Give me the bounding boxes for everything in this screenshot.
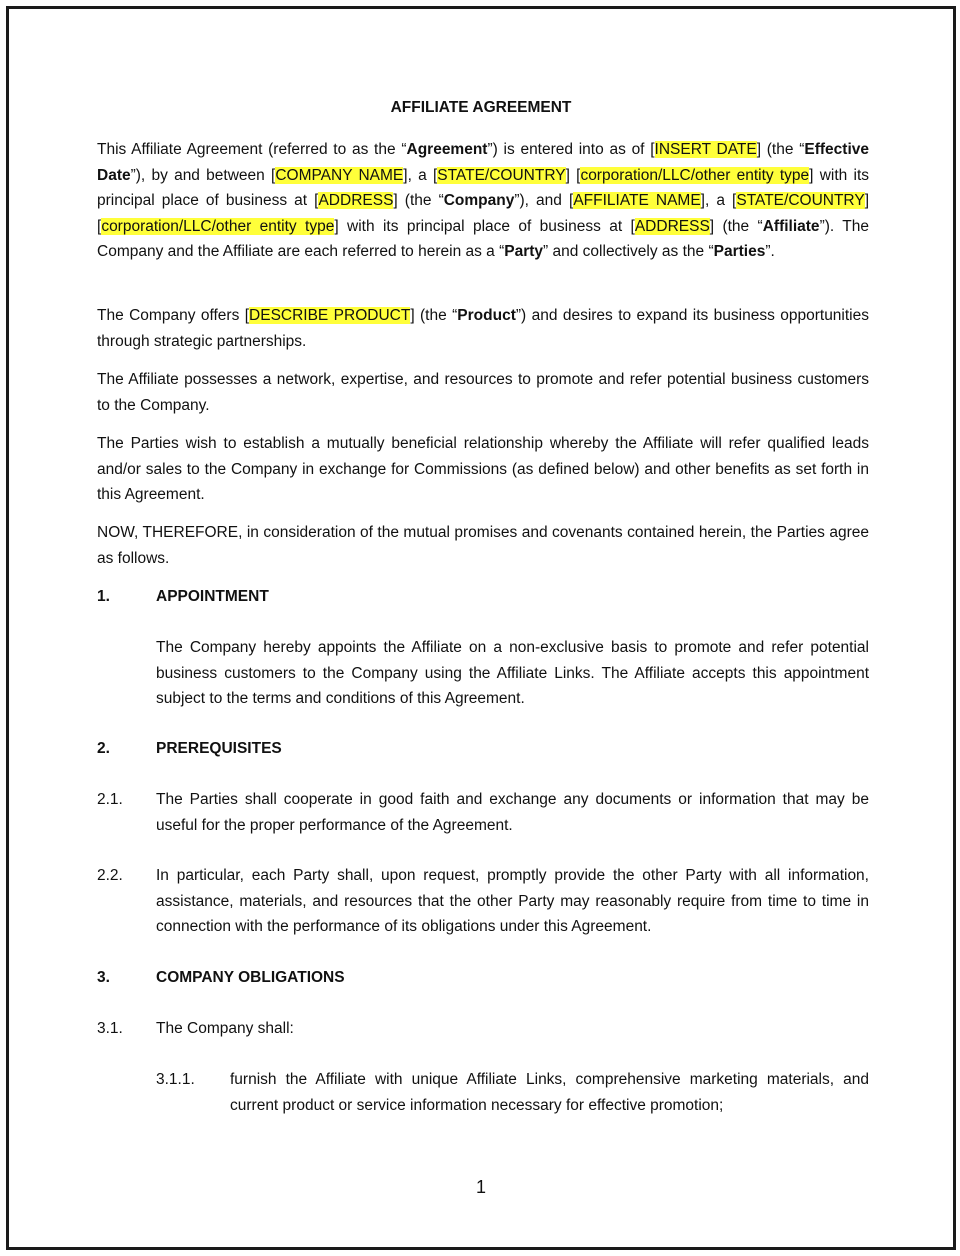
clause-text: The Parties shall cooperate in good faith and exchange any documents or information that may be useful for the proper performance of the Agreement. — [156, 791, 869, 834]
section-heading: PREREQUISITES — [156, 740, 282, 757]
placeholder-field: STATE/COUNTRY — [736, 192, 865, 209]
defined-term: Agreement — [406, 141, 488, 158]
intro-paragraph — [97, 137, 869, 265]
subclause-number: 3.1.1. — [156, 1071, 195, 1088]
placeholder-field: STATE/COUNTRY — [437, 166, 566, 184]
recital-affiliate: The Affiliate possesses a network, expertise, and resources to promote and refer potential business customers to the Company. — [97, 371, 869, 414]
intro-text: ] (the “ — [393, 192, 444, 209]
intro-text: ] (the “ — [709, 217, 763, 235]
intro-text: ] with its principal place of business at [ — [97, 166, 870, 209]
intro-text: ] with its principal place of business at [ — [334, 217, 635, 235]
intro-text: ”) is entered into as of [ — [487, 141, 655, 158]
clause-text: In particular, each Party shall, upon request, promptly provide the other Party with all information, assistance, materials, and resources that the other Party may reasonably require from time to time in connection with the performance of its obligations under this Agreement. — [156, 867, 869, 935]
defined-term: Product — [457, 307, 516, 324]
placeholder-field: COMPANY NAME — [275, 166, 404, 184]
page-number: 1 — [475, 1177, 486, 1197]
clause-text: The Company shall: — [156, 1020, 294, 1037]
placeholder-field: INSERT DATE — [654, 141, 757, 158]
defined-term: Party — [504, 243, 544, 260]
section-heading: APPOINTMENT — [156, 588, 269, 605]
recital-text: ] (the “ — [410, 307, 458, 324]
placeholder-field: DESCRIBE PRODUCT — [249, 307, 411, 324]
section-number: 3. — [97, 969, 110, 986]
defined-term: Parties — [713, 243, 766, 260]
placeholder-field: ADDRESS — [318, 192, 394, 209]
section-body: The Company hereby appoints the Affiliate on a non-exclusive basis to promote and refer potential business customers to the Company using the Affiliate Links. The Affiliate accepts this appointment subject to the terms and conditions of this Agreement. — [156, 639, 869, 707]
intro-text: ”). The Company and the Affiliate are each referred to herein as a “ — [97, 217, 869, 260]
section-heading: COMPANY OBLIGATIONS — [156, 969, 345, 986]
section-number: 2. — [97, 740, 110, 757]
intro-text: ] [ — [97, 192, 869, 235]
defined-term: Company — [443, 192, 515, 209]
defined-term: Affiliate — [762, 217, 820, 235]
intro-text: ”. — [765, 243, 775, 260]
placeholder-field: ADDRESS — [634, 217, 710, 235]
placeholder-field: corporation/LLC/other entity type — [580, 166, 810, 184]
recital-relationship: The Parties wish to establish a mutually beneficial relationship whereby the Affiliate will refer qualified leads and/or sales to the Company in exchange for Commissions (as defined below) and other benefits as set forth in this Agreement. — [97, 435, 869, 503]
clause-number: 3.1. — [97, 1020, 123, 1037]
recital-now-therefore: NOW, THEREFORE, in consideration of the mutual promises and covenants contained herein, the Parties agree as follows. — [97, 524, 869, 567]
recital-text: The Company offers [ — [97, 307, 250, 324]
section-number: 1. — [97, 588, 110, 605]
recital-product — [97, 303, 869, 354]
intro-text: ], a [ — [700, 192, 737, 209]
intro-text: ] (the “ — [756, 141, 805, 158]
clause-number: 2.1. — [97, 791, 123, 808]
intro-text: ”), by and between [ — [130, 166, 276, 184]
intro-text: ” and collectively as the “ — [543, 243, 714, 260]
intro-text: ], a [ — [403, 166, 438, 184]
defined-term: Effective Date — [97, 141, 869, 184]
intro-text: This Affiliate Agreement (referred to as the “ — [97, 141, 407, 158]
placeholder-field: AFFILIATE NAME — [573, 192, 701, 209]
placeholder-field: corporation/LLC/other entity type — [101, 217, 335, 235]
document-title: AFFILIATE AGREEMENT — [390, 99, 572, 116]
recital-text: ”) and desires to expand its business opportunities through strategic partnerships. — [97, 307, 869, 350]
subclause-text: furnish the Affiliate with unique Affiliate Links, comprehensive marketing materials, and current product or service information necessary for effective promotion; — [230, 1071, 869, 1114]
intro-text: ”), and [ — [514, 192, 574, 209]
intro-text: ] [ — [565, 166, 581, 184]
clause-number: 2.2. — [97, 867, 123, 884]
document-page — [6, 6, 956, 1250]
